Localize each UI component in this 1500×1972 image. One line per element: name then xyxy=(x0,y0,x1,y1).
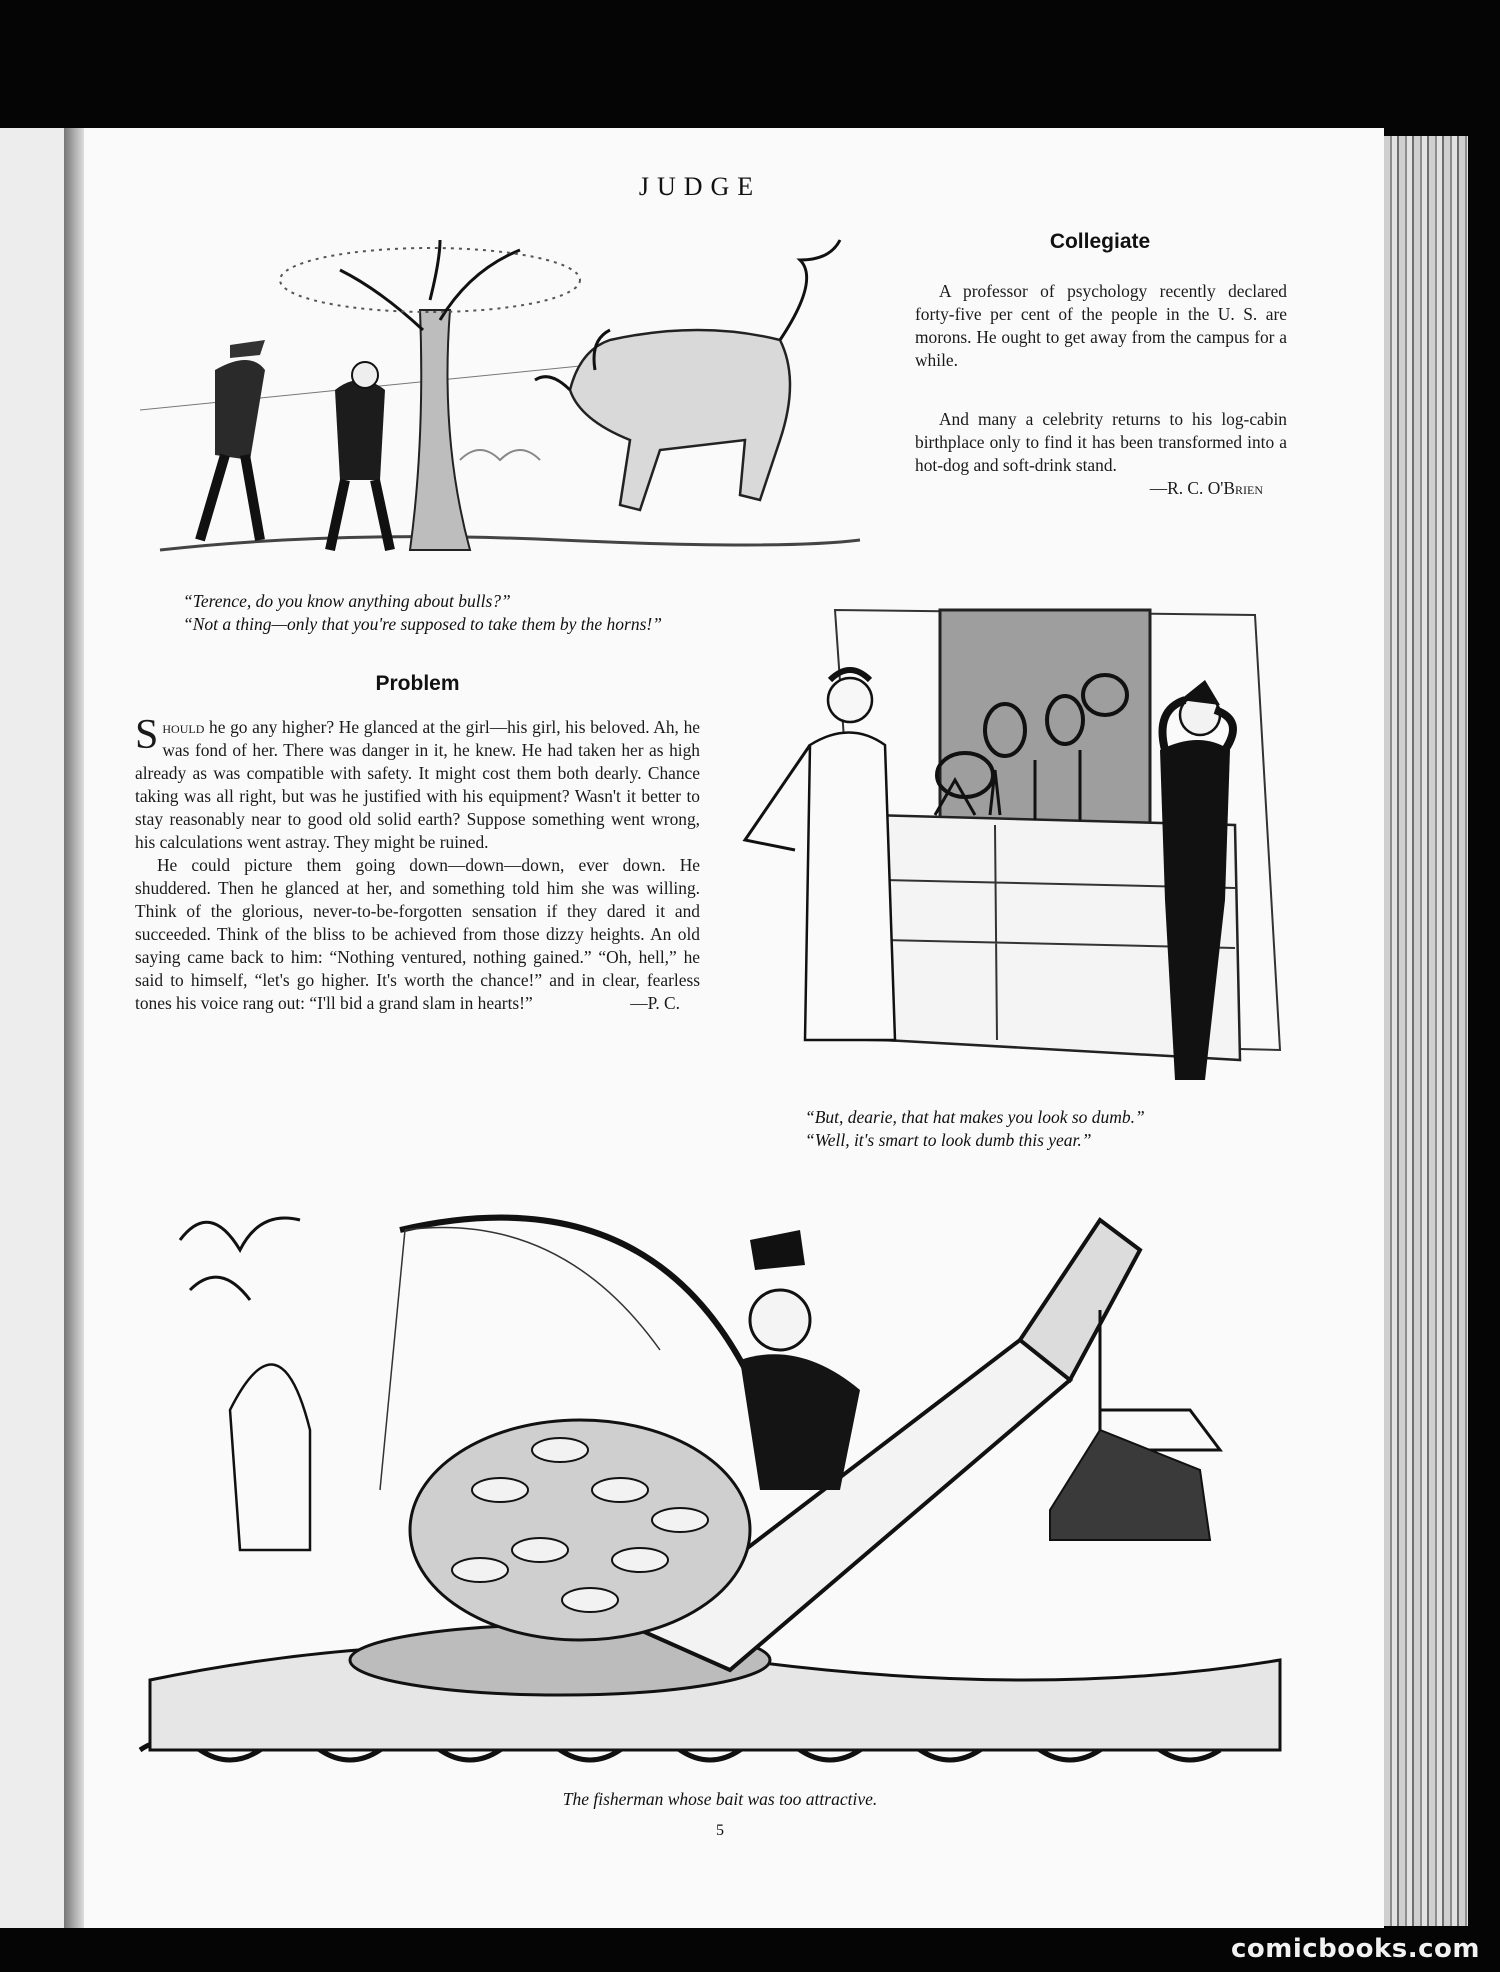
page-number: 5 xyxy=(716,1822,724,1839)
collegiate-paragraph-2: And many a celebrity returns to his log-cabin birthplace only to find it has been transformed into a hot-dog and soft-drink stand. xyxy=(915,409,1287,475)
collegiate-title: Collegiate xyxy=(1049,230,1151,253)
problem-lead-word: hould xyxy=(162,717,205,737)
page-edges xyxy=(1384,136,1468,1926)
problem-article xyxy=(135,712,700,1015)
bull-caption-line2: “Not a thing—only that you're supposed to take them by the horns!” xyxy=(183,614,662,634)
hat-caption-line1: “But, dearie, that hat makes you look so dumb.” xyxy=(805,1107,1145,1127)
gutter-shadow xyxy=(64,128,84,1928)
problem-paragraph-2: He could picture them going down—down—down, ever down. He shuddered. Then he glanced at her, and something told him she was willing. Think of the glorious, never-to-be-forgotten sensation if they dared it and succeeded. Think of the bliss to be achieved from those dizzy heights. An old saying came back to him: “Nothing ventured, nothing gained.” “Oh, hell,” he said to himself, “let's go higher. It's worth the chance!” and in clear, fearless tones his voice rang out: “I'll bid a grand slam in hearts!” xyxy=(135,855,700,1013)
problem-signature: —P. C. xyxy=(630,993,680,1013)
masthead: JUDGE xyxy=(638,172,762,201)
collegiate-paragraph-1: A professor of psychology recently declared forty-five per cent of the people in the U. S. are morons. He ought to get away from the campus for a while. xyxy=(915,281,1287,370)
bull-cartoon-illustration xyxy=(140,240,860,570)
bull-caption-line1: “Terence, do you know anything about bulls?” xyxy=(183,591,511,611)
problem-paragraph-1 xyxy=(135,712,700,854)
dropcap: S xyxy=(135,712,159,758)
collegiate-signature: —R. C. O'Brien xyxy=(1149,478,1263,498)
collegiate-article xyxy=(915,280,1287,500)
bull-cartoon-caption xyxy=(135,590,725,636)
watermark: comicbooks.com xyxy=(1230,1934,1480,1964)
problem-title: Problem xyxy=(375,672,460,695)
hat-caption-line2: “Well, it's smart to look dumb this year.” xyxy=(805,1130,1092,1150)
fisherman-cartoon-caption: The fisherman whose bait was too attractive. xyxy=(562,1789,878,1809)
left-page-edge xyxy=(0,128,70,1928)
fisherman-cartoon-illustration xyxy=(140,1190,1290,1790)
hat-cartoon-illustration xyxy=(735,570,1295,1090)
problem-paragraph-1-text: he go any higher? He glanced at the girl—his girl, his beloved. Ah, he was fond of her. There was danger in it, he knew. He had taken her as high already as was compatible with safety. It might cost them both dearly. Chance taking was all right, but was he justified with his equipment? Wasn't it better to stay reasonably near to good old solid earth? Suppose something went wrong, his calculations went astray. They might be ruined. xyxy=(135,717,700,852)
hat-cartoon-caption xyxy=(805,1106,1305,1152)
